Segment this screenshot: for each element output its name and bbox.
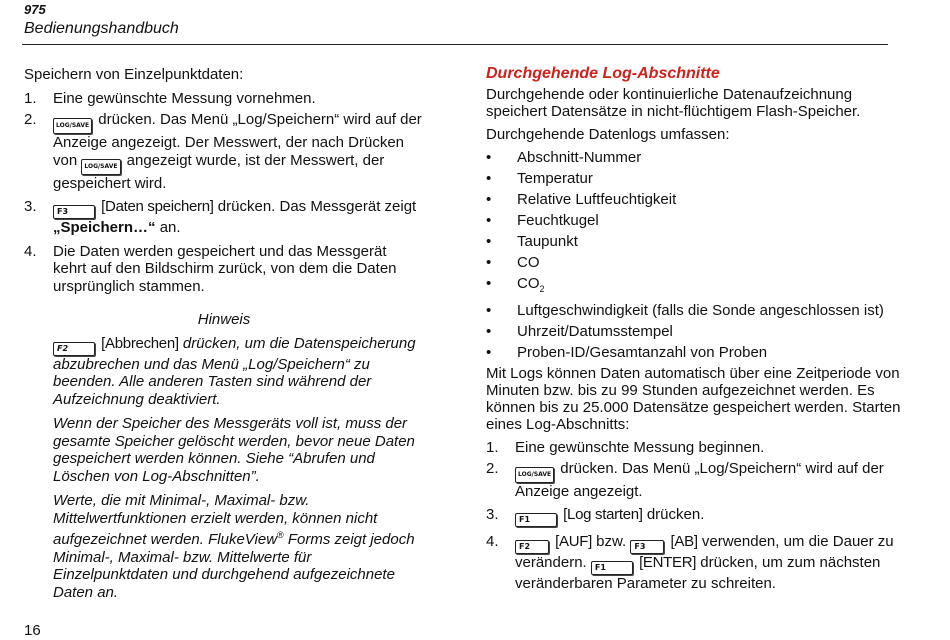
paragraph-intro: Durchgehende oder kontinuierliche Datenaufzeichnung speichert Datensätze in nicht-flüchtigem Flash-Speicher. — [486, 86, 861, 120]
list-item: • Taupunkt — [486, 233, 578, 250]
manual-title: Bedienungshandbuch — [24, 20, 179, 37]
paragraph-logs: Mit Logs können Daten automatisch über eine Zeitperiode von Minuten bzw. bis zu 99 Stunden aufgezeichnet werden. Es können bis zu 25.000 Datensätze gespeichert werden. Starten eines Log-Abschnitts: — [486, 365, 901, 433]
note-paragraph-3: Werte, die mit Minimal-, Maximal- bzw. Mittelwertfunktionen erzielt werden, können nicht aufgezeichnet werden. FlukeView® Forms zeigt jedoch Minimal-, Maximal- bzw. Mittelwerte für Einzelpunktdaten und durchgehend aufgezeichnete Daten an. — [53, 492, 415, 601]
step-3: 3. F1 [Log starten] drücken. — [486, 506, 906, 527]
page-number: 16 — [24, 622, 41, 639]
log-contents-list — [486, 149, 906, 361]
list-item: • Abschnitt-Nummer — [486, 149, 642, 166]
list-item: • Uhrzeit/Datumsstempel — [486, 323, 673, 340]
list-item: • Temperatur — [486, 170, 593, 187]
list-item: • Relative Luftfeuchtigkeit — [486, 191, 677, 208]
log-session-steps — [486, 439, 906, 592]
step-4: 4. F2 [AUF] bzw. F3 [AB] verwenden, um die Dauer zu verändern. F1 [ENTER] drücken, um zum nächsten veränderbaren Parameter zu schreiten. — [486, 533, 894, 592]
f2-key-icon: F2 — [53, 342, 95, 356]
right-column — [486, 64, 906, 592]
step-3: 3. F3 [Daten speichern] drücken. Das Messgerät zeigt „Speichern…“ an. — [24, 198, 417, 236]
f3-key-icon: F3 — [53, 205, 95, 219]
list-item: • Luftgeschwindigkeit (falls die Sonde angeschlossen ist) — [486, 302, 884, 319]
f2-key-icon: F2 — [515, 540, 549, 554]
model-number: 975 — [24, 2, 46, 17]
softkey-label: [AUF] — [555, 533, 593, 550]
log-save-key-icon: LOG/SAVE — [81, 159, 120, 175]
step-4: 4. Die Daten werden gespeichert und das Messgerät kehrt auf den Bildschirm zurück, von dem die Daten ursprünglich stammen. — [24, 242, 397, 295]
intro-text: Speichern von Einzelpunktdaten: — [24, 66, 244, 83]
step-2: 2. LOG/SAVE drücken. Das Menü „Log/Speichern“ wird auf der Anzeige angezeigt. — [486, 460, 884, 500]
note-paragraph-1: F2 [Abbrechen] drücken, um die Datenspeicherung abzubrechen und das Menü „Log/Speichern“ zu beenden. Alle anderen Tasten sind während der Aufzeichnung deaktiviert. — [53, 334, 416, 408]
note-paragraph-2: Wenn der Speicher des Messgeräts voll ist, muss der gesamte Speicher gelöscht werden, bevor neue Daten gespeichert werden können. Siehe “Abrufen und Löschen von Log-Abschnitten”. — [53, 415, 415, 485]
note-heading: Hinweis — [197, 311, 251, 328]
softkey-label: [Abbrechen] — [101, 334, 179, 352]
softkey-label: [ENTER] — [639, 554, 697, 571]
single-point-steps — [24, 90, 424, 296]
step-2: 2. LOG/SAVE drücken. Das Menü „Log/Speichern“ wird auf der Anzeige angezeigt. Der Messwert, der nach Drücken von LOG/SAVE angezeigt wurde, ist der Messwert, der gespeichert wird. — [24, 111, 422, 192]
softkey-label: [Daten speichern] — [101, 198, 214, 215]
list-item: • Proben-ID/Gesamtanzahl von Proben — [486, 344, 768, 361]
paragraph-includes: Durchgehende Datenlogs umfassen: — [486, 126, 730, 143]
header-divider — [22, 44, 888, 45]
log-save-key-icon: LOG/SAVE — [53, 118, 92, 134]
softkey-label: [AB] — [670, 533, 698, 550]
f1-key-icon: F1 — [591, 561, 633, 575]
page-header — [24, 2, 888, 39]
left-column — [24, 66, 424, 608]
list-item: • CO — [486, 254, 540, 271]
step-1: 1. Eine gewünschte Messung vornehmen. — [24, 89, 316, 107]
log-save-key-icon: LOG/SAVE — [515, 467, 554, 483]
f1-key-icon: F1 — [515, 513, 557, 527]
f3-key-icon: F3 — [630, 540, 664, 554]
step-1: 1. Eine gewünschte Messung beginnen. — [486, 439, 765, 456]
list-item: • Feuchtkugel — [486, 212, 599, 229]
list-item: • $CO_2$ — [486, 275, 545, 294]
section-title: Durchgehende Log-Abschnitte — [486, 65, 720, 82]
softkey-label: [Log starten] — [563, 506, 643, 523]
